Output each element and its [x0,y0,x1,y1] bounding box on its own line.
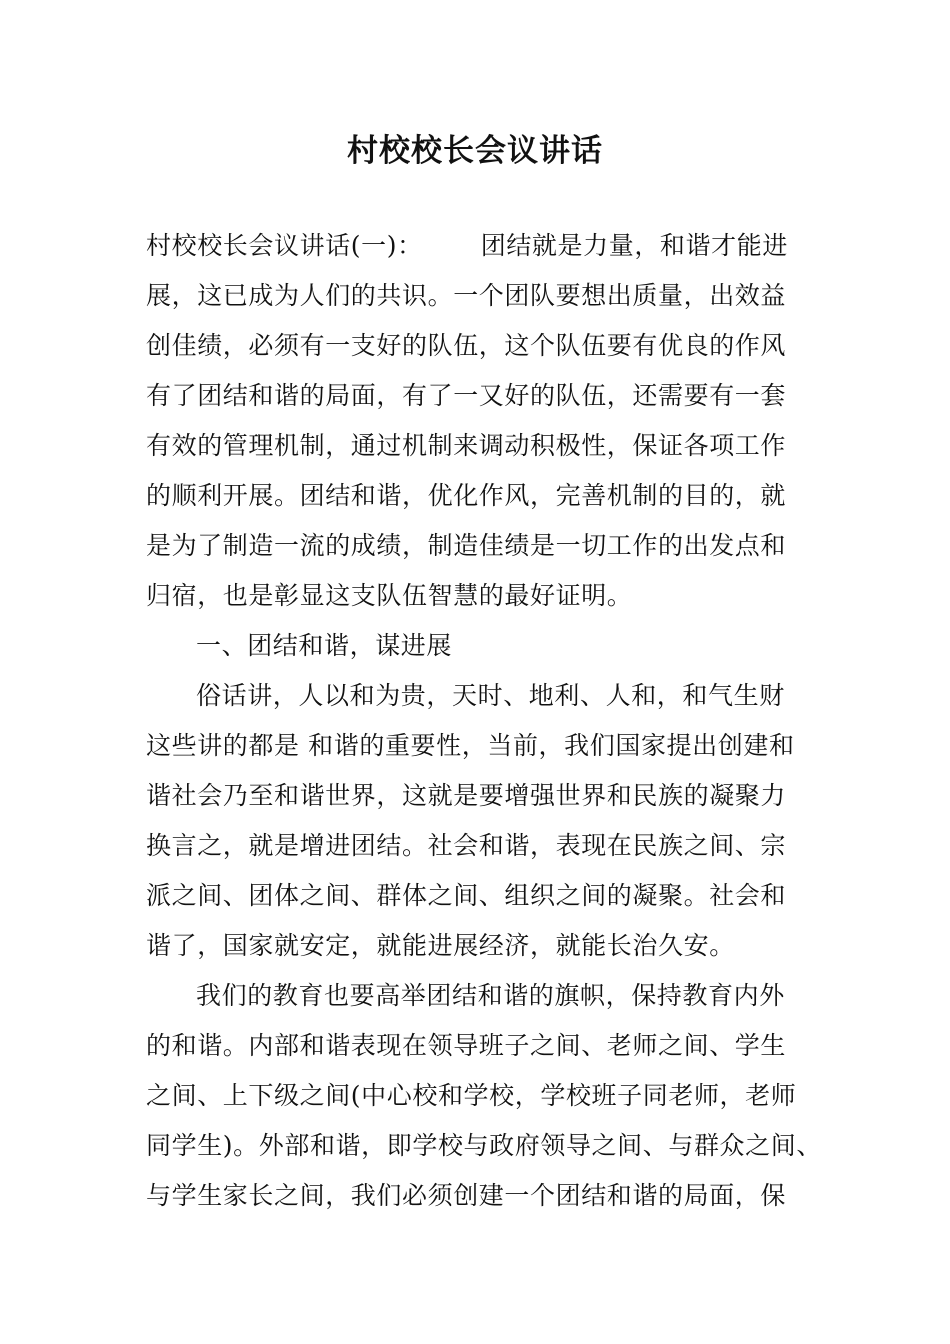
paragraph-line: 同学生)。外部和谐，即学校与政府领导之间、与群众之间、 [146,1131,822,1160]
paragraph-line: 这些讲的都是 和谐的重要性，当前，我们国家提出创建和 [146,731,795,760]
paragraph-line: 的顺利开展。团结和谐，优化作风，完善机制的目的，就 [146,481,787,510]
intro-text: 团结就是力量，和谐才能进 [480,231,788,260]
paragraph-line: 换言之，就是增进团结。社会和谐，表现在民族之间、宗 [146,831,787,860]
paragraph-line: 有了团结和谐的局面，有了一又好的队伍，还需要有一套 [146,381,787,410]
paragraph-line: 俗话讲，人以和为贵，天时、地利、人和，和气生财 [196,681,785,710]
paragraph-line: 派之间、团体之间、群体之间、组织之间的凝聚。社会和 [146,881,787,910]
paragraph-line: 谐了，国家就安定，就能进展经济，就能长治久安。 [146,931,735,960]
document-title: 村校校长会议讲话 [347,133,603,169]
paragraph-line: 之间、上下级之间(中心校和学校，学校班子同老师，老师 [146,1081,797,1110]
intro-label: 村校校长会议讲话(一)： [146,231,423,260]
paragraph-line: 的和谐。内部和谐表现在领导班子之间、老师之间、学生 [146,1031,787,1060]
paragraph-line: 归宿，也是彰显这支队伍智慧的最好证明。 [146,581,633,610]
paragraph-line [146,226,788,266]
section-heading: 一、团结和谐，谋进展 [196,631,453,660]
paragraph-line: 展，这已成为人们的共识。一个团队要想出质量，出效益 [146,281,787,310]
paragraph-line: 与学生家长之间，我们必须创建一个团结和谐的局面，保 [146,1181,787,1210]
paragraph-line: 创佳绩，必须有一支好的队伍，这个队伍要有优良的作风 [146,331,787,360]
paragraph-line: 谐社会乃至和谐世界，这就是要增强世界和民族的凝聚力 [146,781,787,810]
paragraph-line: 我们的教育也要高举团结和谐的旗帜，保持教育内外 [196,981,785,1010]
paragraph-line: 是为了制造一流的成绩，制造佳绩是一切工作的出发点和 [146,531,787,560]
paragraph-line: 有效的管理机制，通过机制来调动积极性，保证各项工作 [146,431,787,460]
